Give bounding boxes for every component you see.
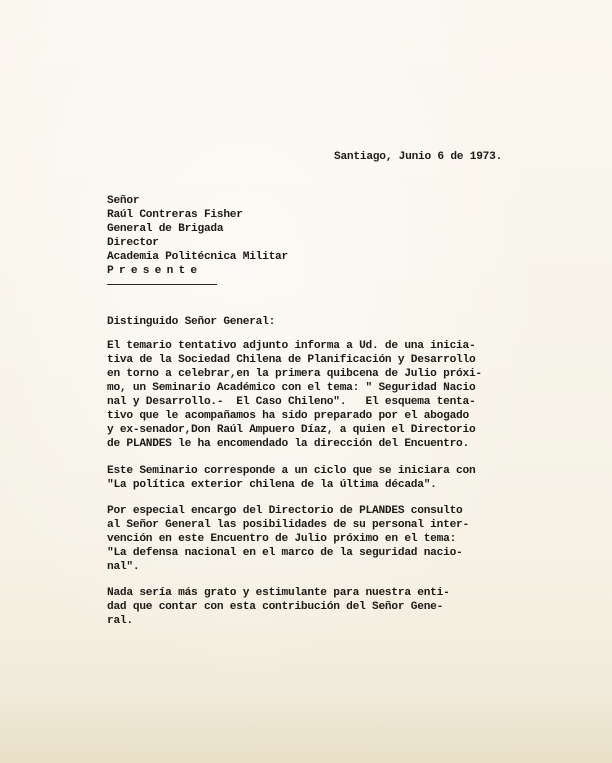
paragraph-4-line: dad que contar con esta contribución del Señor Gene- [107,601,444,613]
recipient-line: Señor [107,195,140,207]
address-underline [107,284,217,285]
paragraph-4-line: ral. [107,615,133,627]
paragraph-1-line: mo, un Seminario Académico con el tema: " Seguridad Nacio [107,382,476,394]
paragraph-1-line: tiva de la Sociedad Chilena de Planificación y Desarrollo [107,354,476,366]
recipient-institution: Academia Politécnica Militar [107,251,288,263]
paragraph-3-line: Por especial encargo del Directorio de PLANDES consulto [107,505,463,517]
paragraph-1-line: de PLANDES le ha encomendado la dirección del Encuentro. [107,438,469,450]
recipient-rank: General de Brigada [107,223,224,235]
paper-stain [0,690,612,763]
recipient-presente: Presente [107,265,203,277]
paragraph-1-line: El temario tentativo adjunto informa a Ud. de una inicia- [107,340,476,352]
paragraph-1-line: nal y Desarrollo.- El Caso Chileno". El esquema tenta- [107,396,476,408]
paragraph-4-line: Nada sería más grato y estimulante para nuestra enti- [107,587,450,599]
paragraph-3-line: "La defensa nacional en el marco de la seguridad nacio- [107,547,463,559]
paragraph-1-line: en torno a celebrar,en la primera quibcena de Julio próxi- [107,368,482,380]
paragraph-2-line: "La política exterior chilena de la última década". [107,479,437,491]
salutation: Distinguido Señor General: [107,316,276,328]
paragraph-2-line: Este Seminario corresponde a un ciclo que se iniciara con [107,465,476,477]
paragraph-3-line: vención en este Encuentro de Julio próximo en el tema: [107,533,457,545]
paragraph-3-line: nal". [107,561,140,573]
letter-date: Santiago, Junio 6 de 1973. [334,151,503,163]
recipient-name: Raúl Contreras Fisher [107,209,243,221]
paragraph-1-line: y ex-senador,Don Raúl Ampuero Díaz, a quien el Directorio [107,424,476,436]
recipient-title: Director [107,237,159,249]
paragraph-3-line: al Señor General las posibilidades de su personal inter- [107,519,469,531]
paragraph-1-line: tivo que le acompañamos ha sido preparado por el abogado [107,410,469,422]
